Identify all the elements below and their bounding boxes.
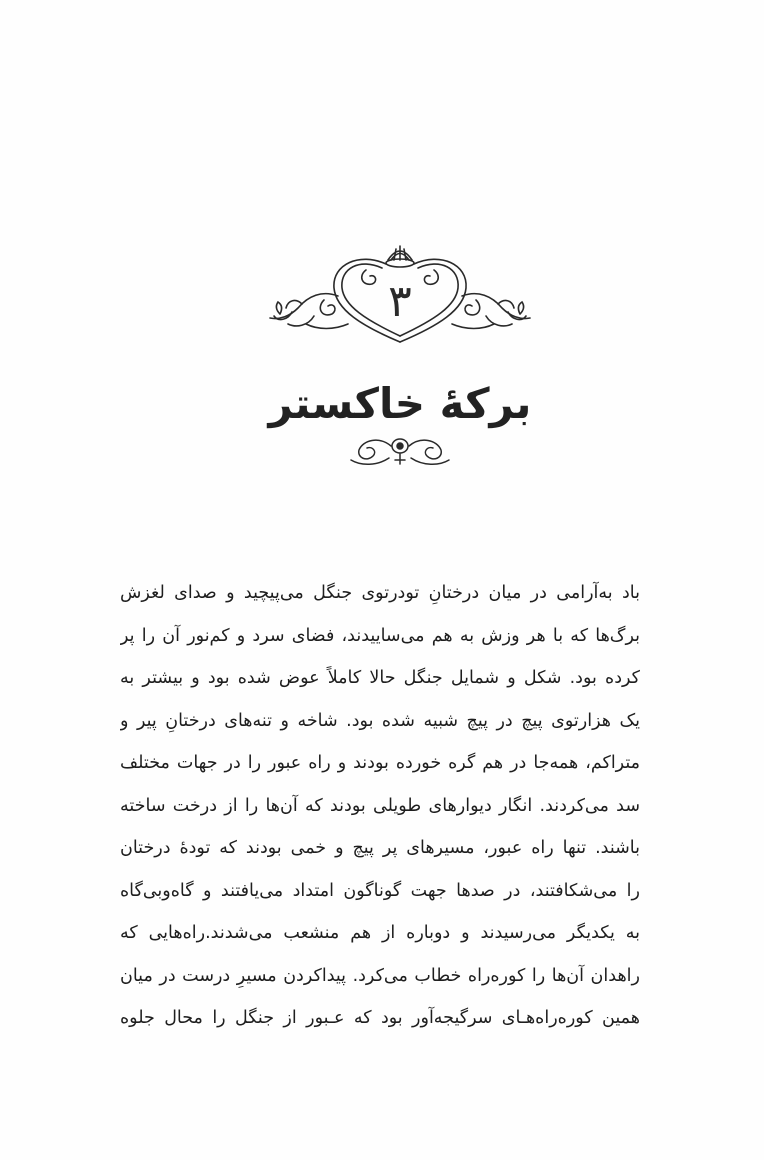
text-line: راهدان آن‌ها را کوره‌راه خطاب می‌کرد. پیداکردن مسیرِ درست در میان (120, 965, 640, 986)
text-line: یک هزارتوی پیچ در پیچ شبیه شده بود. شاخه و تنه‌های درختانِ پیر و (120, 710, 640, 731)
text-line: برگ‌ها که با هر وزش به هم می‌ساییدند، فضای سرد و کم‌نور آن را پر (120, 625, 640, 646)
text-line: سد می‌کردند. انگار دیوارهای طویلی بودند که آن‌ها را از درخت ساخته (120, 795, 640, 816)
text-line: باد به‌آرامی در میان درختانِ تودرتوی جنگل می‌پیچید و صدای لغزش (120, 583, 640, 603)
text-line: را می‌شکافتند، در صدها جهت گوناگون امتداد می‌یافتند و گاه‌وبی‌گاه (120, 880, 640, 901)
text-line: به یکدیگر می‌رسیدند و دوباره از هم منشعب می‌شدند.راه‌هایی که (120, 923, 640, 943)
text-line: متراکم، همه‌جا در هم گره خورده بودند و راه عبور را در جهات مختلف (120, 753, 640, 773)
flourish-icon (345, 430, 455, 472)
chapter-number: ۳ (388, 276, 412, 327)
text-line: همین کوره‌راه‌هـای سرگیجه‌آور بود که عـبور از جنگل را محال جلوه (120, 1008, 640, 1028)
chapter-title: برکۀ خاکستر (268, 379, 532, 428)
text-line: باشند. تنها راه عبور، مسیرهای پر پیچ و خمی بودند که تودۀ درختان (120, 838, 640, 858)
body-paragraph (120, 572, 640, 1040)
text-line: کرده بود. شکل و شمایل جنگل حالا کاملاً عوض شده بود و بیشتر به (120, 668, 640, 688)
